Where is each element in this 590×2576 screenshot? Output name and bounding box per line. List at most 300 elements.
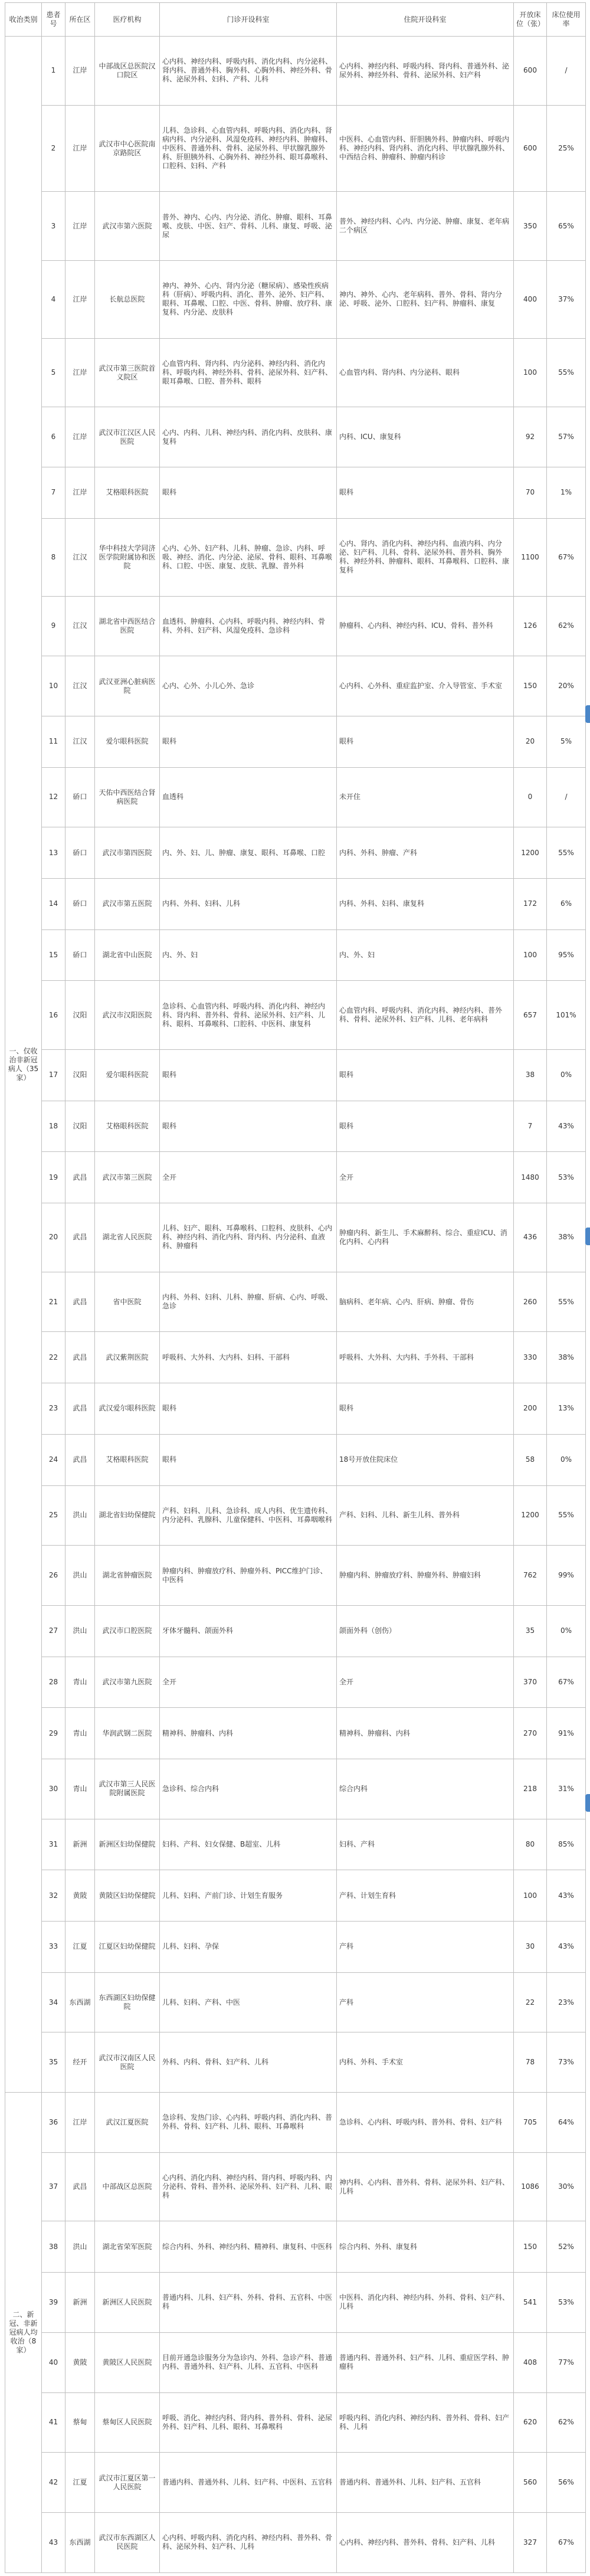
- outpatient-cell: 眼科: [160, 1050, 337, 1101]
- institution-cell: 武汉市第三人民医院附属医院: [95, 1759, 160, 1819]
- col-header-occupancy: 床位使用率: [547, 3, 586, 37]
- district-cell: 硚口: [65, 827, 95, 879]
- outpatient-cell: 牙体牙髓科、颌面外科: [160, 1605, 337, 1657]
- number-cell: 32: [42, 1870, 65, 1922]
- inpatient-cell: 眼科: [337, 1050, 514, 1101]
- col-header-district: 所在区: [65, 3, 95, 37]
- number-cell: 35: [42, 2032, 65, 2093]
- outpatient-cell: 眼科: [160, 1101, 337, 1152]
- outpatient-cell: 精神科、肿瘤科、内科: [160, 1708, 337, 1759]
- table-row: [5, 2512, 586, 2572]
- district-cell: 硚口: [65, 929, 95, 981]
- number-cell: 43: [42, 2512, 65, 2572]
- table-row: [5, 2273, 586, 2333]
- number-cell: 30: [42, 1759, 65, 1819]
- outpatient-cell: 产科、妇科、儿科、急诊科、成人内科、优生遗传科、内分泌科、乳腺科、儿童保健科、中医科、耳鼻咽喉科: [160, 1485, 337, 1546]
- table-row: [5, 1605, 586, 1657]
- outpatient-cell: 儿科、妇科、孕保: [160, 1922, 337, 1973]
- outpatient-cell: 神内、神外、心内、肾内分泌（糖尿病）、感染性疾病科（肝病）、呼吸内科、消化、普外、泌外、妇产科、眼科、耳鼻喉、口腔、中医、骨科、肿瘤、放疗科、康复科、内分泌、皮肤科: [160, 261, 337, 339]
- beds-cell: 80: [514, 1819, 547, 1870]
- district-cell: 江汉: [65, 656, 95, 716]
- side-tab-marker[interactable]: [585, 705, 590, 723]
- inpatient-cell: 心内、肾内、消化内科、神经内科、血液内科、内分泌、妇产科、儿科、骨科、泌尿外科、普外科、胸外科、神经外科、肿瘤科、眼科、耳鼻喉科、口腔科、康复科: [337, 518, 514, 596]
- beds-cell: 0: [514, 767, 547, 827]
- district-cell: 东西湖: [65, 1972, 95, 2032]
- number-cell: 17: [42, 1050, 65, 1101]
- inpatient-cell: 急诊科、心内科、呼吸内科、普外科、骨科、妇产科: [337, 2093, 514, 2153]
- district-cell: 黄陂: [65, 2332, 95, 2392]
- inpatient-cell: 脑病科、老年病、心内、肝病、肿瘤、骨伤: [337, 1272, 514, 1332]
- district-cell: 新洲: [65, 2273, 95, 2333]
- number-cell: 20: [42, 1203, 65, 1272]
- table-row: [5, 1332, 586, 1383]
- institution-cell: 武汉市东西湖区人民医院: [95, 2512, 160, 2572]
- institution-cell: 武汉爱尔眼科医院: [95, 1383, 160, 1435]
- beds-cell: 260: [514, 1272, 547, 1332]
- institution-cell: 湖北省肿瘤医院: [95, 1546, 160, 1606]
- district-cell: 武昌: [65, 1434, 95, 1485]
- occupancy-cell: 31%: [547, 1759, 586, 1819]
- inpatient-cell: 产科: [337, 1972, 514, 2032]
- district-cell: 汉阳: [65, 1101, 95, 1152]
- outpatient-cell: 儿科、急诊科、心血管内科、呼吸内科、消化内科、肾病内科、内分泌科、风湿免疫科、神经内科、肿瘤科、中医科、普通外科、骨科、泌尿外科、甲状腺乳腺外科、肝胆胰外科、心胸外科、神经外科、眼耳鼻喉科、口腔科、妇科、产科: [160, 105, 337, 192]
- outpatient-cell: 心内科、消化内科、神经内科、肾内科、呼吸内科、内分泌科、骨科、普外科、泌尿外科、妇产科、儿科、眼科: [160, 2152, 337, 2221]
- district-cell: 江汉: [65, 596, 95, 656]
- beds-cell: 100: [514, 929, 547, 981]
- col-header-institution: 医疗机构: [95, 3, 160, 37]
- institution-cell: 东西湖区妇幼保健院: [95, 1972, 160, 2032]
- number-cell: 38: [42, 2221, 65, 2273]
- table-row: [5, 467, 586, 519]
- occupancy-cell: 64%: [547, 2093, 586, 2153]
- beds-cell: 1200: [514, 1485, 547, 1546]
- table-row: [5, 1708, 586, 1759]
- table-row: [5, 1972, 586, 2032]
- occupancy-cell: 55%: [547, 1272, 586, 1332]
- outpatient-cell: 普外、神内、心内、内分泌、消化、肿瘤、眼科、耳鼻喉、皮肤、中医、妇产、骨科、儿科、康复、呼吸、泌尿: [160, 192, 337, 261]
- beds-cell: 78: [514, 2032, 547, 2093]
- occupancy-cell: /: [547, 767, 586, 827]
- occupancy-cell: 30%: [547, 2152, 586, 2221]
- district-cell: 江夏: [65, 2453, 95, 2513]
- institution-cell: 爱尔眼科医院: [95, 716, 160, 767]
- occupancy-cell: 91%: [547, 1708, 586, 1759]
- district-cell: 江岸: [65, 192, 95, 261]
- institution-cell: 武汉紫荆医院: [95, 1332, 160, 1383]
- table-body: [5, 37, 586, 2573]
- outpatient-cell: 血透科、肿瘤科、心内科、呼吸内科、神经内科、骨科、外科、妇产科、风湿免疫科、急诊科: [160, 596, 337, 656]
- beds-cell: 20: [514, 716, 547, 767]
- table-row: [5, 767, 586, 827]
- occupancy-cell: 5%: [547, 716, 586, 767]
- beds-cell: 350: [514, 192, 547, 261]
- inpatient-cell: 内科、外科、肿瘤、产科: [337, 827, 514, 879]
- institution-cell: 武汉江夏医院: [95, 2093, 160, 2153]
- inpatient-cell: 全开: [337, 1657, 514, 1708]
- occupancy-cell: 1%: [547, 467, 586, 519]
- institution-cell: 武汉市第三医院: [95, 1152, 160, 1203]
- hospital-table-container: [5, 2, 585, 2573]
- outpatient-cell: 眼科: [160, 1434, 337, 1485]
- outpatient-cell: 内、外、妇: [160, 929, 337, 981]
- occupancy-cell: 0%: [547, 1050, 586, 1101]
- number-cell: 29: [42, 1708, 65, 1759]
- inpatient-cell: 神内、神外、心内、老年病科、普外、骨科、肾内分泌、呼吸、泌外、口腔科、妇产科、肿瘤科、康复: [337, 261, 514, 339]
- inpatient-cell: 内科、外科、妇科、康复科: [337, 878, 514, 929]
- outpatient-cell: 呼吸、消化、神经内科、肾内科、普外科、骨科、泌尿外科、妇产科、儿科、眼科、耳鼻喉科: [160, 2392, 337, 2453]
- col-header-beds: 开放床位（张）: [514, 3, 547, 37]
- beds-cell: 218: [514, 1759, 547, 1819]
- beds-cell: 38: [514, 1050, 547, 1101]
- col-header-inpatient: 住院开设科室: [337, 3, 514, 37]
- occupancy-cell: 53%: [547, 2273, 586, 2333]
- table-row: [5, 1203, 586, 1272]
- number-cell: 10: [42, 656, 65, 716]
- district-cell: 武昌: [65, 1383, 95, 1435]
- institution-cell: 湖北省中山医院: [95, 929, 160, 981]
- occupancy-cell: 77%: [547, 2332, 586, 2392]
- institution-cell: 华中科技大学同济医学院附属协和医院: [95, 518, 160, 596]
- number-cell: 40: [42, 2332, 65, 2392]
- district-cell: 汉阳: [65, 981, 95, 1050]
- institution-cell: 天佑中西医结合肾病医院: [95, 767, 160, 827]
- institution-cell: 中部战区总医院: [95, 2152, 160, 2221]
- occupancy-cell: 62%: [547, 596, 586, 656]
- outpatient-cell: 内、外、妇、儿、肿瘤、康复、眼科、耳鼻喉、口腔: [160, 827, 337, 879]
- side-tab-marker[interactable]: [585, 1228, 590, 1245]
- district-cell: 洪山: [65, 1605, 95, 1657]
- occupancy-cell: 43%: [547, 1101, 586, 1152]
- district-cell: 江岸: [65, 261, 95, 339]
- number-cell: 4: [42, 261, 65, 339]
- institution-cell: 湖北省荣军医院: [95, 2221, 160, 2273]
- district-cell: 武昌: [65, 2152, 95, 2221]
- occupancy-cell: 43%: [547, 1870, 586, 1922]
- number-cell: 37: [42, 2152, 65, 2221]
- outpatient-cell: 外科、内科、骨科、妇产科、儿科: [160, 2032, 337, 2093]
- district-cell: 蔡甸: [65, 2392, 95, 2453]
- inpatient-cell: 心内科、心外科、重症监护室、介入导管室、手术室: [337, 656, 514, 716]
- district-cell: 青山: [65, 1759, 95, 1819]
- district-cell: 武昌: [65, 1332, 95, 1383]
- inpatient-cell: 全开: [337, 1152, 514, 1203]
- table-row: [5, 716, 586, 767]
- beds-cell: 200: [514, 1383, 547, 1435]
- inpatient-cell: 眼科: [337, 1383, 514, 1435]
- number-cell: 11: [42, 716, 65, 767]
- beds-cell: 657: [514, 981, 547, 1050]
- beds-cell: 1086: [514, 2152, 547, 2221]
- number-cell: 25: [42, 1485, 65, 1546]
- number-cell: 34: [42, 1972, 65, 2032]
- occupancy-cell: 67%: [547, 518, 586, 596]
- institution-cell: 武汉市第六医院: [95, 192, 160, 261]
- hospital-table: [5, 2, 586, 2573]
- outpatient-cell: 普通内科、普通外科、儿科、妇产科、中医科、五官科: [160, 2453, 337, 2513]
- beds-cell: 327: [514, 2512, 547, 2572]
- beds-cell: 541: [514, 2273, 547, 2333]
- institution-cell: 省中医院: [95, 1272, 160, 1332]
- institution-cell: 新洲区人民医院: [95, 2273, 160, 2333]
- occupancy-cell: 20%: [547, 656, 586, 716]
- number-cell: 28: [42, 1657, 65, 1708]
- beds-cell: 436: [514, 1203, 547, 1272]
- beds-cell: 330: [514, 1332, 547, 1383]
- table-row: [5, 518, 586, 596]
- institution-cell: 武汉市口腔医院: [95, 1605, 160, 1657]
- number-cell: 2: [42, 105, 65, 192]
- institution-cell: 武汉市中心医院南京路院区: [95, 105, 160, 192]
- table-row: [5, 338, 586, 407]
- occupancy-cell: /: [547, 37, 586, 106]
- inpatient-cell: 18号开放住院床位: [337, 1434, 514, 1485]
- outpatient-cell: 儿科、妇产、眼科、耳鼻喉科、口腔科、皮肤科、心内科、神经内科、消化内科、肾内科、内分泌科、血液科、肿瘤科: [160, 1203, 337, 1272]
- beds-cell: 35: [514, 1605, 547, 1657]
- occupancy-cell: 67%: [547, 1657, 586, 1708]
- table-row: [5, 1101, 586, 1152]
- district-cell: 武昌: [65, 1272, 95, 1332]
- institution-cell: 艾格眼科医院: [95, 467, 160, 519]
- inpatient-cell: 眼科: [337, 1101, 514, 1152]
- occupancy-cell: 55%: [547, 338, 586, 407]
- district-cell: 青山: [65, 1657, 95, 1708]
- beds-cell: 172: [514, 878, 547, 929]
- table-row: [5, 596, 586, 656]
- beds-cell: 22: [514, 1972, 547, 2032]
- outpatient-cell: 急诊科、心血管内科、呼吸内科、消化内科、神经内科、肾内科、普外科、骨科、泌尿外科、妇产科、儿科、眼科、耳鼻喉科、口腔科、中医科、康复科: [160, 981, 337, 1050]
- occupancy-cell: 13%: [547, 1383, 586, 1435]
- beds-cell: 705: [514, 2093, 547, 2153]
- table-row: [5, 1272, 586, 1332]
- outpatient-cell: 心血管内科、肾内科、内分泌科、神经内科、消化内科、呼吸内科、神经外科、骨科、泌尿外科、妇产科、眼耳鼻喉、口腔、普外科、眼科: [160, 338, 337, 407]
- inpatient-cell: 综合内科、外科、康复科: [337, 2221, 514, 2273]
- outpatient-cell: 儿科、妇科、产科、中医: [160, 1972, 337, 2032]
- institution-cell: 湖北省妇幼保健院: [95, 1485, 160, 1546]
- table-row: [5, 37, 586, 106]
- beds-cell: 620: [514, 2392, 547, 2453]
- district-cell: 经开: [65, 2032, 95, 2093]
- inpatient-cell: 内科、外科、手术室: [337, 2032, 514, 2093]
- table-row: [5, 2332, 586, 2392]
- number-cell: 23: [42, 1383, 65, 1435]
- institution-cell: 湖北省人民医院: [95, 1203, 160, 1272]
- outpatient-cell: 目前开通急诊服务分为急诊内、外科、急诊产科、普通内科、普通外科、妇产科、儿科、五官科、中医科: [160, 2332, 337, 2392]
- occupancy-cell: 99%: [547, 1546, 586, 1606]
- occupancy-cell: 52%: [547, 2221, 586, 2273]
- institution-cell: 蔡甸区人民医院: [95, 2392, 160, 2453]
- occupancy-cell: 23%: [547, 1972, 586, 2032]
- inpatient-cell: 普外、神经内科、心内、内分泌、肿瘤、康复、老年病二个病区: [337, 192, 514, 261]
- beds-cell: 600: [514, 105, 547, 192]
- number-cell: 41: [42, 2392, 65, 2453]
- beds-cell: 400: [514, 261, 547, 339]
- inpatient-cell: 妇科、产科: [337, 1819, 514, 1870]
- number-cell: 8: [42, 518, 65, 596]
- beds-cell: 58: [514, 1434, 547, 1485]
- number-cell: 33: [42, 1922, 65, 1973]
- table-row: [5, 105, 586, 192]
- outpatient-cell: 呼吸科、大外科、大内科、妇科、干部科: [160, 1332, 337, 1383]
- district-cell: 武昌: [65, 1203, 95, 1272]
- inpatient-cell: 精神科、肿瘤科、内科: [337, 1708, 514, 1759]
- occupancy-cell: 56%: [547, 2453, 586, 2513]
- district-cell: 黄陂: [65, 1870, 95, 1922]
- district-cell: 洪山: [65, 2221, 95, 2273]
- inpatient-cell: 肿瘤科、心内科、神经内科、ICU、骨科、普外科: [337, 596, 514, 656]
- table-row: [5, 192, 586, 261]
- table-row: [5, 2392, 586, 2453]
- category-cell: 二、新冠、非新冠病人均收治（8家）: [5, 2093, 42, 2573]
- beds-cell: 1480: [514, 1152, 547, 1203]
- table-row: [5, 827, 586, 879]
- institution-cell: 湖北省中西医结合医院: [95, 596, 160, 656]
- table-row: [5, 1152, 586, 1203]
- institution-cell: 爱尔眼科医院: [95, 1050, 160, 1101]
- inpatient-cell: 内科、ICU、康复科: [337, 407, 514, 467]
- beds-cell: 70: [514, 467, 547, 519]
- number-cell: 5: [42, 338, 65, 407]
- district-cell: 江汉: [65, 518, 95, 596]
- beds-cell: 30: [514, 1922, 547, 1973]
- institution-cell: 武汉市第五医院: [95, 878, 160, 929]
- district-cell: 武昌: [65, 1152, 95, 1203]
- district-cell: 江夏: [65, 1922, 95, 1973]
- outpatient-cell: 心内科、呼吸内科、消化内科、神经内科、普外科、骨科、泌尿外科、妇产科、儿科: [160, 2512, 337, 2572]
- occupancy-cell: 67%: [547, 2512, 586, 2572]
- number-cell: 16: [42, 981, 65, 1050]
- inpatient-cell: 普通内科、普通外科、妇产科、儿科、重症医学科、肿瘤科: [337, 2332, 514, 2392]
- institution-cell: 武汉市江汉区人民医院: [95, 407, 160, 467]
- institution-cell: 武汉市第九医院: [95, 1657, 160, 1708]
- inpatient-cell: 中医科、心血管内科、肝胆胰外科、肿瘤内科、呼吸内科、神经内科、肾内科、消化内科、甲状腺乳腺外科、中西结合科、肿瘤科、肿瘤内科诊: [337, 105, 514, 192]
- inpatient-cell: 呼吸内科、消化内科、神经内科、普外科、骨科、妇产科、儿科: [337, 2392, 514, 2453]
- number-cell: 42: [42, 2453, 65, 2513]
- inpatient-cell: 心血管内科、呼吸内科、消化内科、神经内科、普外科、骨科、泌尿外科、妇产科、儿科、老年病科: [337, 981, 514, 1050]
- inpatient-cell: 产科、计划生育科: [337, 1870, 514, 1922]
- side-tab-marker[interactable]: [585, 1794, 590, 1812]
- inpatient-cell: 产科: [337, 1922, 514, 1973]
- beds-cell: 92: [514, 407, 547, 467]
- occupancy-cell: 6%: [547, 878, 586, 929]
- district-cell: 江岸: [65, 407, 95, 467]
- outpatient-cell: 内科、外科、妇科、儿科、肿瘤、肝病、心内、呼吸、急诊: [160, 1272, 337, 1332]
- header-row: [5, 3, 586, 37]
- occupancy-cell: 85%: [547, 1819, 586, 1870]
- district-cell: 硚口: [65, 767, 95, 827]
- table-row: [5, 878, 586, 929]
- outpatient-cell: 心内、心外、妇产科、儿科、肿瘤、急诊、内科、呼吸、神经、消化、内分泌、泌尿、骨科、眼科、耳鼻喉科、口腔、中医、康复、皮肤、乳腺、普外科: [160, 518, 337, 596]
- institution-cell: 中部战区总医院汉口院区: [95, 37, 160, 106]
- number-cell: 21: [42, 1272, 65, 1332]
- number-cell: 19: [42, 1152, 65, 1203]
- number-cell: 6: [42, 407, 65, 467]
- beds-cell: 100: [514, 338, 547, 407]
- outpatient-cell: 儿科、妇科、产前门诊、计划生育服务: [160, 1870, 337, 1922]
- institution-cell: 武汉市汉南区人民医院: [95, 2032, 160, 2093]
- inpatient-cell: 普通内科、普通外科、儿科、妇产科、五官科: [337, 2453, 514, 2513]
- outpatient-cell: 心内、心外、小儿心外、急诊: [160, 656, 337, 716]
- occupancy-cell: 101%: [547, 981, 586, 1050]
- number-cell: 1: [42, 37, 65, 106]
- institution-cell: 长航总医院: [95, 261, 160, 339]
- table-row: [5, 2221, 586, 2273]
- table-row: [5, 1759, 586, 1819]
- table-row: [5, 1485, 586, 1546]
- outpatient-cell: 妇科、产科、妇女保健、B超室、儿科: [160, 1819, 337, 1870]
- occupancy-cell: 53%: [547, 1152, 586, 1203]
- occupancy-cell: 95%: [547, 929, 586, 981]
- institution-cell: 武汉市汉阳医院: [95, 981, 160, 1050]
- district-cell: 东西湖: [65, 2512, 95, 2572]
- inpatient-cell: 神内科、心内科、普外科、骨科、泌尿外科、妇产科、儿科: [337, 2152, 514, 2221]
- inpatient-cell: 产科、妇科、儿科、新生儿科、普外科: [337, 1485, 514, 1546]
- beds-cell: 408: [514, 2332, 547, 2392]
- table-row: [5, 2152, 586, 2221]
- table-row: [5, 1434, 586, 1485]
- col-header-number: 患者号: [42, 3, 65, 37]
- table-row: [5, 1657, 586, 1708]
- table-row: [5, 1922, 586, 1973]
- institution-cell: 新洲区妇幼保健院: [95, 1819, 160, 1870]
- table-row: [5, 1546, 586, 1606]
- inpatient-cell: 眼科: [337, 467, 514, 519]
- beds-cell: 7: [514, 1101, 547, 1152]
- table-row: [5, 407, 586, 467]
- number-cell: 12: [42, 767, 65, 827]
- outpatient-cell: 全开: [160, 1152, 337, 1203]
- number-cell: 27: [42, 1605, 65, 1657]
- district-cell: 新洲: [65, 1819, 95, 1870]
- beds-cell: 1100: [514, 518, 547, 596]
- outpatient-cell: 普通内科、儿科、妇产科、外科、骨科、五官科、中医科: [160, 2273, 337, 2333]
- institution-cell: 黄陂区人民医院: [95, 2332, 160, 2392]
- table-row: [5, 1050, 586, 1101]
- inpatient-cell: 内、外、妇: [337, 929, 514, 981]
- inpatient-cell: 中医科、消化内科、神经内科、外科、骨科、妇产科、儿科: [337, 2273, 514, 2333]
- beds-cell: 370: [514, 1657, 547, 1708]
- occupancy-cell: 0%: [547, 1605, 586, 1657]
- outpatient-cell: 急诊科、发热门诊、心内科、呼吸内科、消化内科、普外科、骨科、妇产科、儿科、眼科、耳鼻喉科: [160, 2093, 337, 2153]
- institution-cell: 武汉亚洲心脏病医院: [95, 656, 160, 716]
- district-cell: 江岸: [65, 467, 95, 519]
- institution-cell: 武汉市江夏区第一人民医院: [95, 2453, 160, 2513]
- table-row: [5, 2093, 586, 2153]
- institution-cell: 艾格眼科医院: [95, 1434, 160, 1485]
- number-cell: 14: [42, 878, 65, 929]
- occupancy-cell: 55%: [547, 827, 586, 879]
- number-cell: 36: [42, 2093, 65, 2153]
- beds-cell: 270: [514, 1708, 547, 1759]
- outpatient-cell: 心内、内科、儿科、神经内科、消化内科、皮肤科、康复科: [160, 407, 337, 467]
- col-header-outpatient: 门诊开设科室: [160, 3, 337, 37]
- district-cell: 江岸: [65, 37, 95, 106]
- outpatient-cell: 眼科: [160, 1383, 337, 1435]
- outpatient-cell: 肿瘤内科、肿瘤放疗科、肿瘤外科、PICC维护门诊、中医科: [160, 1546, 337, 1606]
- inpatient-cell: 肿瘤内科、肿瘤放疗科、肿瘤外科、肿瘤妇科: [337, 1546, 514, 1606]
- occupancy-cell: 62%: [547, 2392, 586, 2453]
- table-row: [5, 656, 586, 716]
- occupancy-cell: 57%: [547, 407, 586, 467]
- inpatient-cell: 心血管内科、肾内科、内分泌科、眼科: [337, 338, 514, 407]
- number-cell: 15: [42, 929, 65, 981]
- number-cell: 31: [42, 1819, 65, 1870]
- number-cell: 39: [42, 2273, 65, 2333]
- occupancy-cell: 73%: [547, 2032, 586, 2093]
- district-cell: 青山: [65, 1708, 95, 1759]
- occupancy-cell: 38%: [547, 1203, 586, 1272]
- inpatient-cell: 未开住: [337, 767, 514, 827]
- beds-cell: 762: [514, 1546, 547, 1606]
